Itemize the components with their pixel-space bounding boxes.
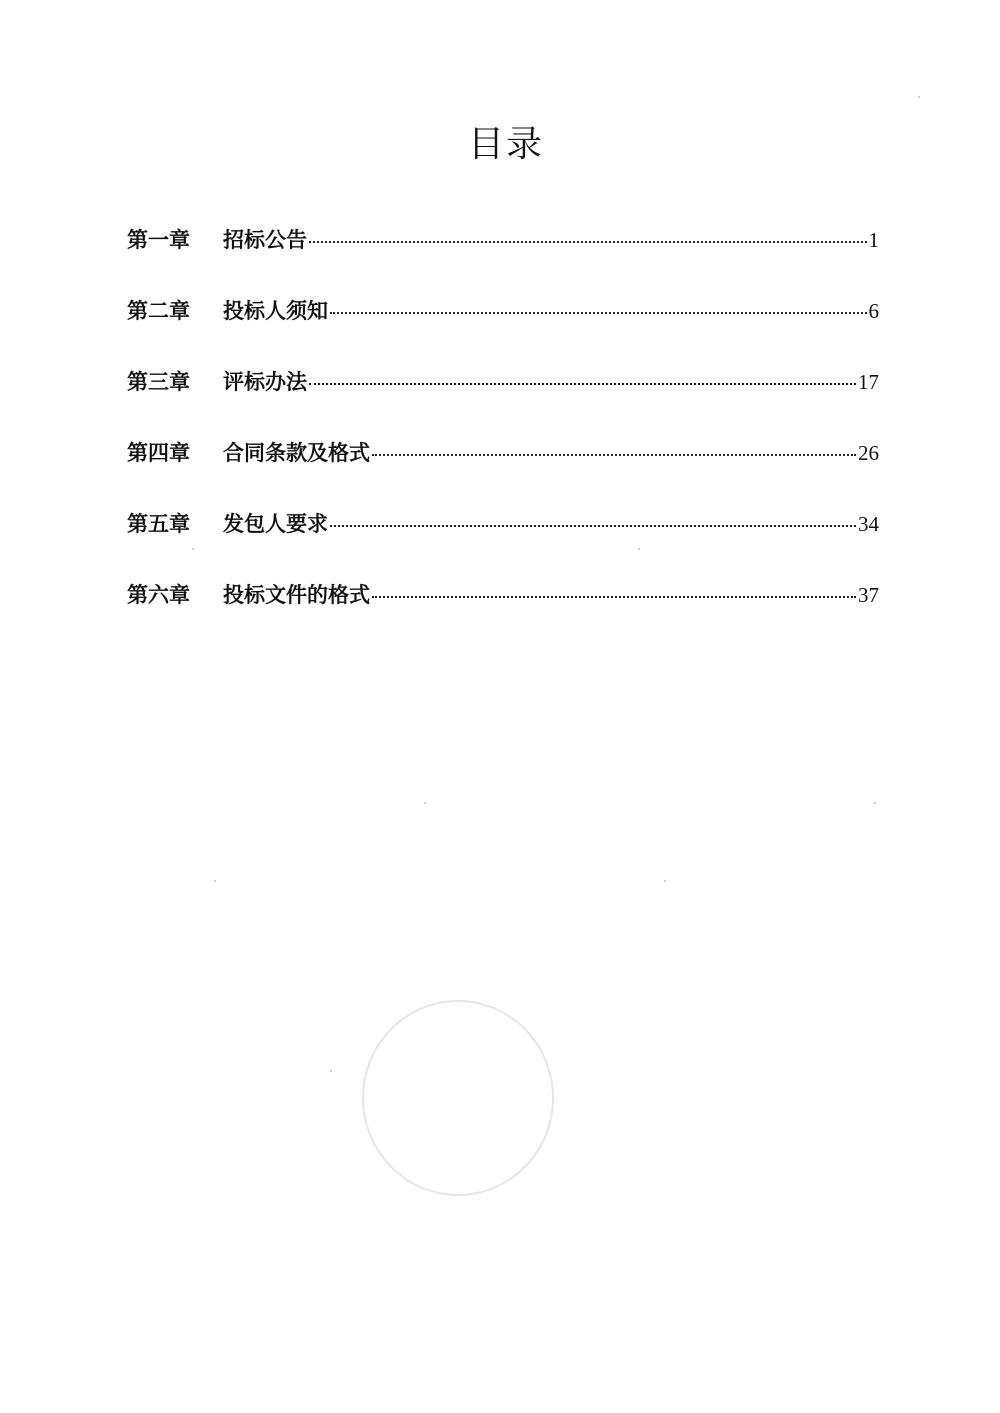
toc-entry-name: 投标文件的格式 [223,582,370,607]
toc-chapter-label: 第五章 [127,511,190,536]
toc-entry-name: 投标人须知 [223,298,328,323]
scan-speck [874,802,876,804]
toc-chapter-label: 第二章 [127,298,190,323]
toc-entry-5[interactable] [127,506,879,577]
scan-speck [664,880,666,882]
toc-chapter-label: 第六章 [127,582,190,607]
toc-title: 目录 [467,124,544,165]
toc-dot-leader [309,383,856,385]
scan-speck [424,802,426,804]
toc-entry-1[interactable] [127,222,879,293]
toc-entry-2[interactable] [127,293,879,364]
scan-speck [918,96,920,98]
toc-entry-6[interactable] [127,577,879,648]
toc-page-number: 37 [858,583,879,607]
toc-chapter-label: 第一章 [127,227,190,252]
toc-page-number: 26 [858,441,879,465]
scan-speck [330,1070,332,1072]
toc-entry-name: 发包人要求 [223,511,328,536]
toc-page-number: 1 [868,228,879,252]
toc-entry-4[interactable] [127,435,879,506]
table-of-contents [127,222,879,648]
toc-chapter-label: 第三章 [127,369,190,394]
scan-speck [214,880,216,882]
toc-page-number: 6 [868,299,879,323]
toc-page-number: 17 [858,370,879,394]
scan-speck [638,548,640,550]
toc-dot-leader [330,525,856,527]
scan-speck [192,548,194,550]
toc-dot-leader [372,454,856,456]
toc-entry-3[interactable] [127,364,879,435]
toc-page-number: 34 [858,512,879,536]
toc-entry-name: 合同条款及格式 [223,440,370,465]
toc-dot-leader [330,312,867,314]
toc-entry-name: 招标公告 [223,227,307,252]
toc-dot-leader [309,241,867,243]
toc-entry-name: 评标办法 [223,369,307,394]
toc-dot-leader [372,596,856,598]
faint-seal-stamp [362,1000,554,1196]
toc-chapter-label: 第四章 [127,440,190,465]
